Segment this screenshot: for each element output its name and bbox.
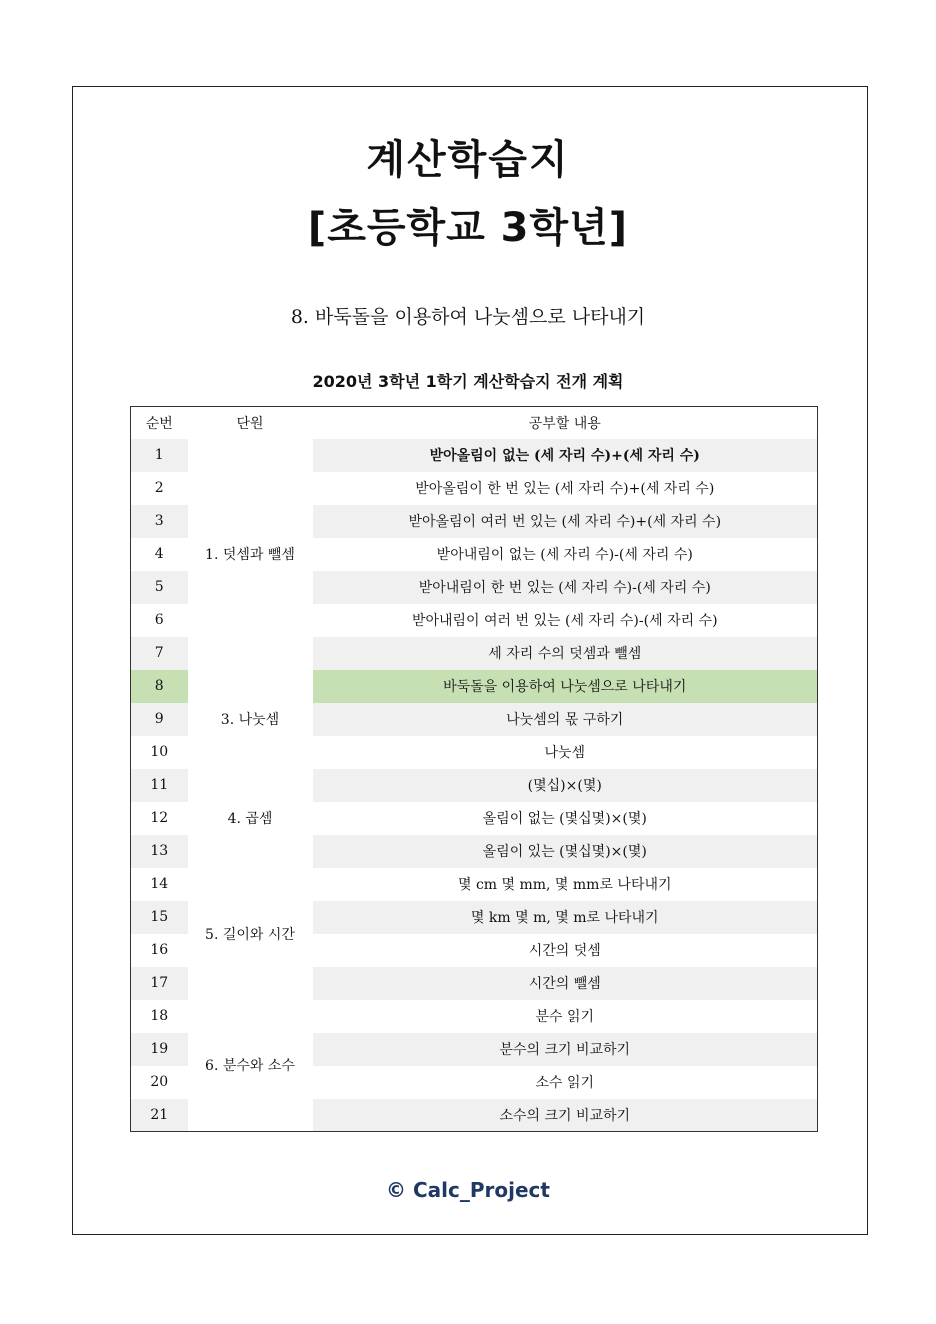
row-content: 분수의 크기 비교하기 <box>313 1033 818 1066</box>
row-number: 6 <box>154 612 164 628</box>
row-number: 15 <box>131 901 188 934</box>
row-number: 7 <box>131 637 188 670</box>
row-content: 나눗셈 <box>544 745 586 761</box>
table-header-row <box>131 407 818 439</box>
row-number: 20 <box>150 1074 169 1090</box>
row-number: 13 <box>131 835 188 868</box>
row-content: 받아올림이 없는 (세 자리 수)+(세 자리 수) <box>313 439 818 472</box>
row-number: 4 <box>154 546 164 562</box>
row-number: 2 <box>154 480 164 496</box>
row-number: 10 <box>150 744 169 760</box>
unit-label: 5. 길이와 시간 <box>188 868 313 1000</box>
row-content: 소수의 크기 비교하기 <box>313 1099 818 1132</box>
unit-label: 6. 분수와 소수 <box>188 1000 313 1132</box>
row-content: 올림이 있는 (몇십몇)×(몇) <box>313 835 818 868</box>
row-number: 21 <box>131 1099 188 1132</box>
row-content: 받아올림이 여러 번 있는 (세 자리 수)+(세 자리 수) <box>313 505 818 538</box>
row-content: (몇십)×(몇) <box>313 769 818 802</box>
table-row-current <box>131 670 818 703</box>
row-content: 나눗셈의 몫 구하기 <box>313 703 818 736</box>
row-number: 9 <box>131 703 188 736</box>
row-content: 세 자리 수의 덧셈과 뺄셈 <box>313 637 818 670</box>
header-number: 순번 <box>131 407 188 439</box>
row-number: 19 <box>131 1033 188 1066</box>
row-number: 14 <box>150 876 169 892</box>
row-number: 11 <box>131 769 188 802</box>
row-content: 소수 읽기 <box>535 1075 595 1091</box>
row-content: 받아내림이 여러 번 있는 (세 자리 수)-(세 자리 수) <box>411 613 718 629</box>
worksheet-title: 계산학습지 <box>366 137 570 183</box>
row-content: 분수 읽기 <box>535 1009 595 1025</box>
row-number: 16 <box>150 942 169 958</box>
unit-label: 4. 곱셈 <box>188 769 313 868</box>
grade-title: [초등학교 3학년] <box>307 205 629 251</box>
row-number: 17 <box>131 967 188 1000</box>
row-number: 18 <box>150 1008 169 1024</box>
row-number: 1 <box>131 439 188 472</box>
table-row <box>131 769 818 802</box>
row-number: 3 <box>131 505 188 538</box>
row-content: 올림이 없는 (몇십몇)×(몇) <box>482 811 647 827</box>
row-content: 받아내림이 없는 (세 자리 수)-(세 자리 수) <box>436 547 693 563</box>
unit-label: 1. 덧셈과 뺄셈 <box>188 439 313 670</box>
table-row <box>131 1000 818 1033</box>
row-number: 5 <box>131 571 188 604</box>
row-content: 바둑돌을 이용하여 나눗셈으로 나타내기 <box>313 670 818 703</box>
header-unit: 단원 <box>188 407 313 439</box>
row-content: 몇 cm 몇 mm, 몇 mm로 나타내기 <box>457 877 672 893</box>
lesson-subtitle: 8. 바둑돌을 이용하여 나눗셈으로 나타내기 <box>290 306 646 328</box>
row-content: 시간의 덧셈 <box>528 943 601 959</box>
plan-title: 2020년 3학년 1학기 계산학습지 전개 계획 <box>312 372 624 391</box>
row-content: 받아내림이 한 번 있는 (세 자리 수)-(세 자리 수) <box>313 571 818 604</box>
plan-table <box>130 406 818 1132</box>
row-content: 시간의 뺄셈 <box>313 967 818 1000</box>
row-content: 받아올림이 한 번 있는 (세 자리 수)+(세 자리 수) <box>415 481 715 497</box>
header-content: 공부할 내용 <box>313 407 818 439</box>
copyright-footer: © Calc_Project <box>386 1178 550 1202</box>
table-row <box>131 439 818 472</box>
row-number: 8 <box>131 670 188 703</box>
row-number: 12 <box>150 810 169 826</box>
unit-label: 3. 나눗셈 <box>188 670 313 769</box>
row-content: 몇 km 몇 m, 몇 m로 나타내기 <box>313 901 818 934</box>
table-row <box>131 868 818 901</box>
